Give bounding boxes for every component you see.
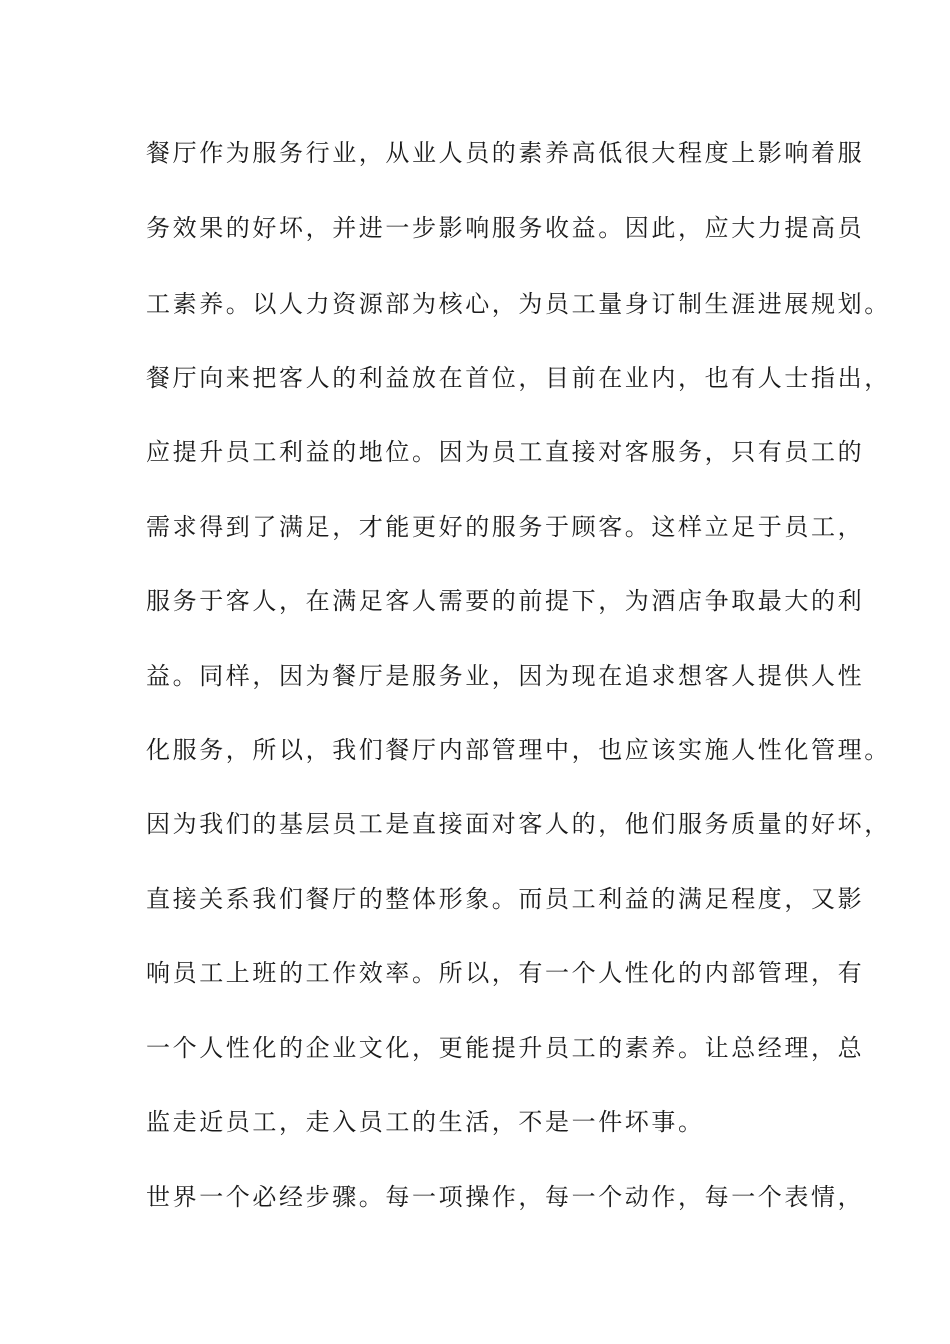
- paragraph-line: 餐厅作为服务行业，从业人员的素养高低很大程度上影响着服: [146, 139, 865, 167]
- paragraph-line: 化服务，所以，我们餐厅内部管理中，也应该实施人性化管理。: [146, 736, 891, 764]
- paragraph-line: 服务于客人，在满足客人需要的前提下，为酒店争取最大的利: [146, 587, 865, 615]
- paragraph-line: 需求得到了满足，才能更好的服务于顾客。这样立足于员工，: [146, 513, 865, 541]
- paragraph-line: 响员工上班的工作效率。所以，有一个人性化的内部管理，有: [146, 959, 865, 987]
- paragraph-line: 餐厅向来把客人的利益放在首位，目前在业内，也有人士指出，: [146, 364, 891, 392]
- paragraph-line: 一个人性化的企业文化，更能提升员工的素养。让总经理，总: [146, 1034, 865, 1062]
- paragraph-line: 应提升员工利益的地位。因为员工直接对客服务，只有员工的: [146, 438, 865, 466]
- paragraph-line: 工素养。以人力资源部为核心，为员工量身订制生涯进展规划。: [146, 290, 891, 318]
- paragraph-line: 监走近员工，走入员工的生活，不是一件坏事。: [146, 1108, 705, 1136]
- paragraph-line: 益。同样，因为餐厅是服务业，因为现在追求想客人提供人性: [146, 662, 865, 690]
- paragraph-line: 因为我们的基层员工是直接面对客人的，他们服务质量的好坏，: [146, 810, 891, 838]
- paragraph-line: 世界一个必经步骤。每一项操作，每一个动作，每一个表情，: [146, 1183, 865, 1211]
- paragraph-line: 直接关系我们餐厅的整体形象。而员工利益的满足程度，又影: [146, 885, 865, 913]
- paragraph-line: 务效果的好坏，并进一步影响服务收益。因此，应大力提高员: [146, 214, 865, 242]
